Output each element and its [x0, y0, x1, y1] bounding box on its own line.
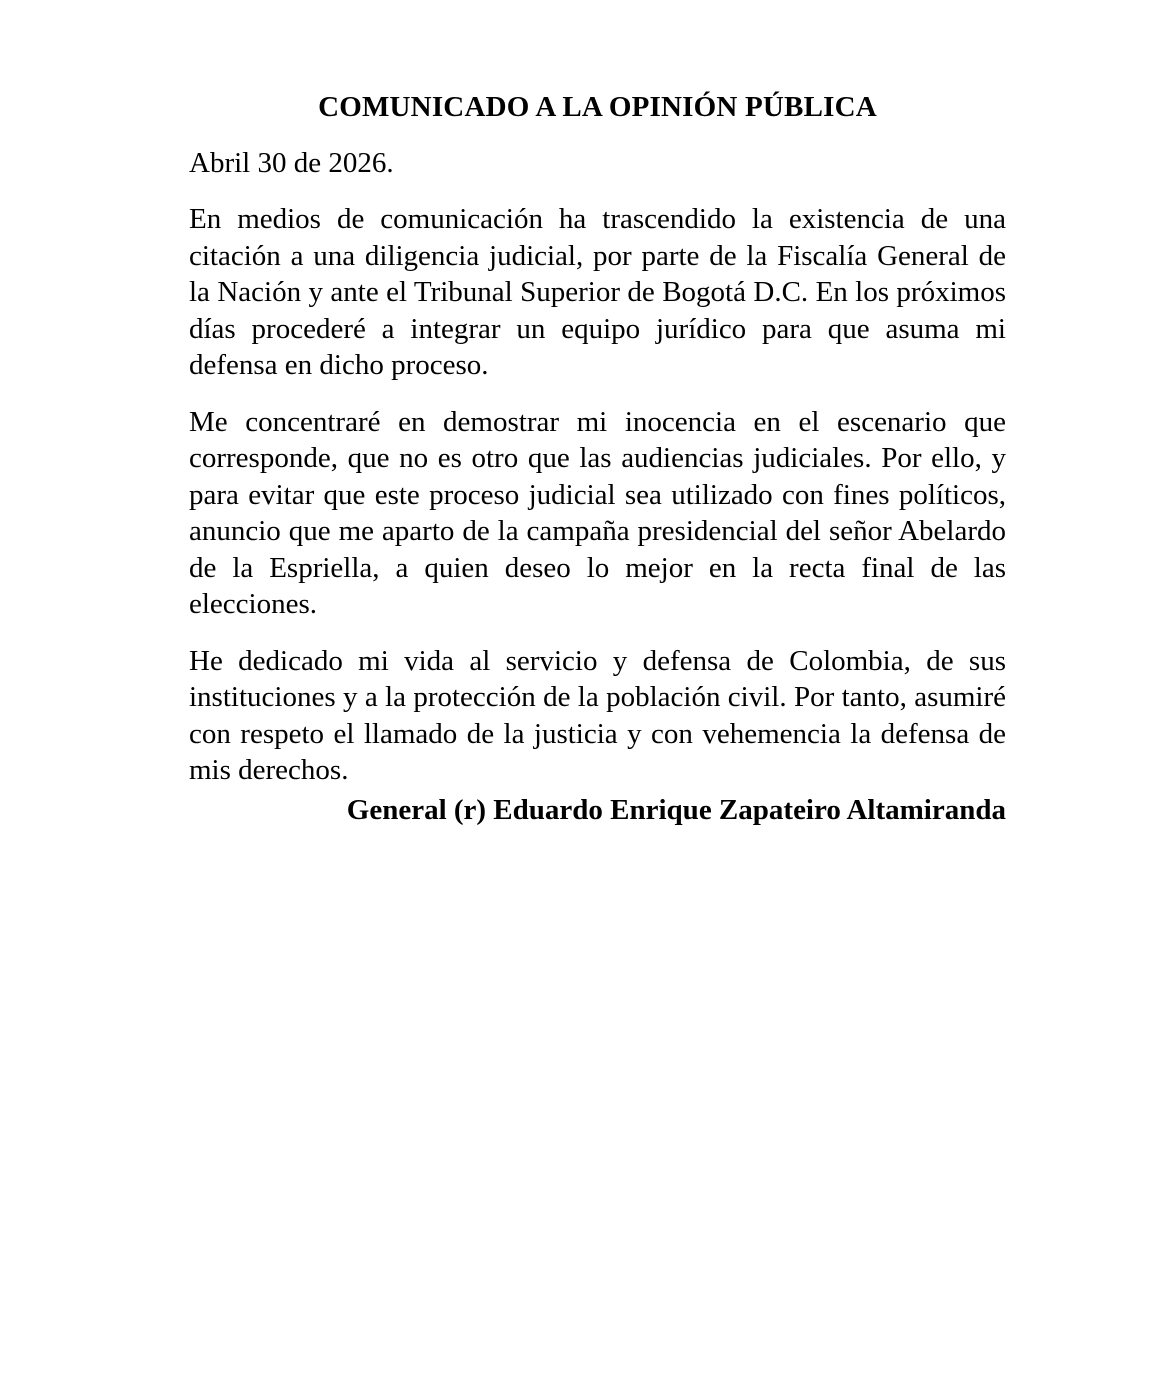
paragraph-1: En medios de comunicación ha trascendido la existencia de una citación a una diligencia judicial, por parte de la Fiscalía General de la Nación y ante el Tribunal Superior de Bogotá D.C. En los próximos días procederé a integrar un equipo jurídico para que asuma mi defensa en dicho proceso. [189, 203, 1006, 381]
document-date: Abril 30 de 2026. [189, 147, 394, 179]
paragraph-3: He dedicado mi vida al servicio y defensa de Colombia, de sus instituciones y a la protección de la población civil. Por tanto, asumiré con respeto el llamado de la justicia y con vehemencia la defensa de mis derechos. [189, 644, 1006, 786]
document-body [189, 88, 1006, 829]
document-title: COMUNICADO A LA OPINIÓN PÚBLICA [318, 91, 877, 123]
paragraph-2: Me concentraré en demostrar mi inocencia en el escenario que corresponde, que no es otro que las audiencias judiciales. Por ello, y para evitar que este proceso judicial sea utilizado con fines políticos, anuncio que me aparto de la campaña presidencial del señor Abelardo de la Espriella, a quien deseo lo mejor en la recta final de las elecciones. [189, 405, 1006, 620]
signature: General (r) Eduardo Enrique Zapateiro Altamiranda [346, 793, 1006, 826]
